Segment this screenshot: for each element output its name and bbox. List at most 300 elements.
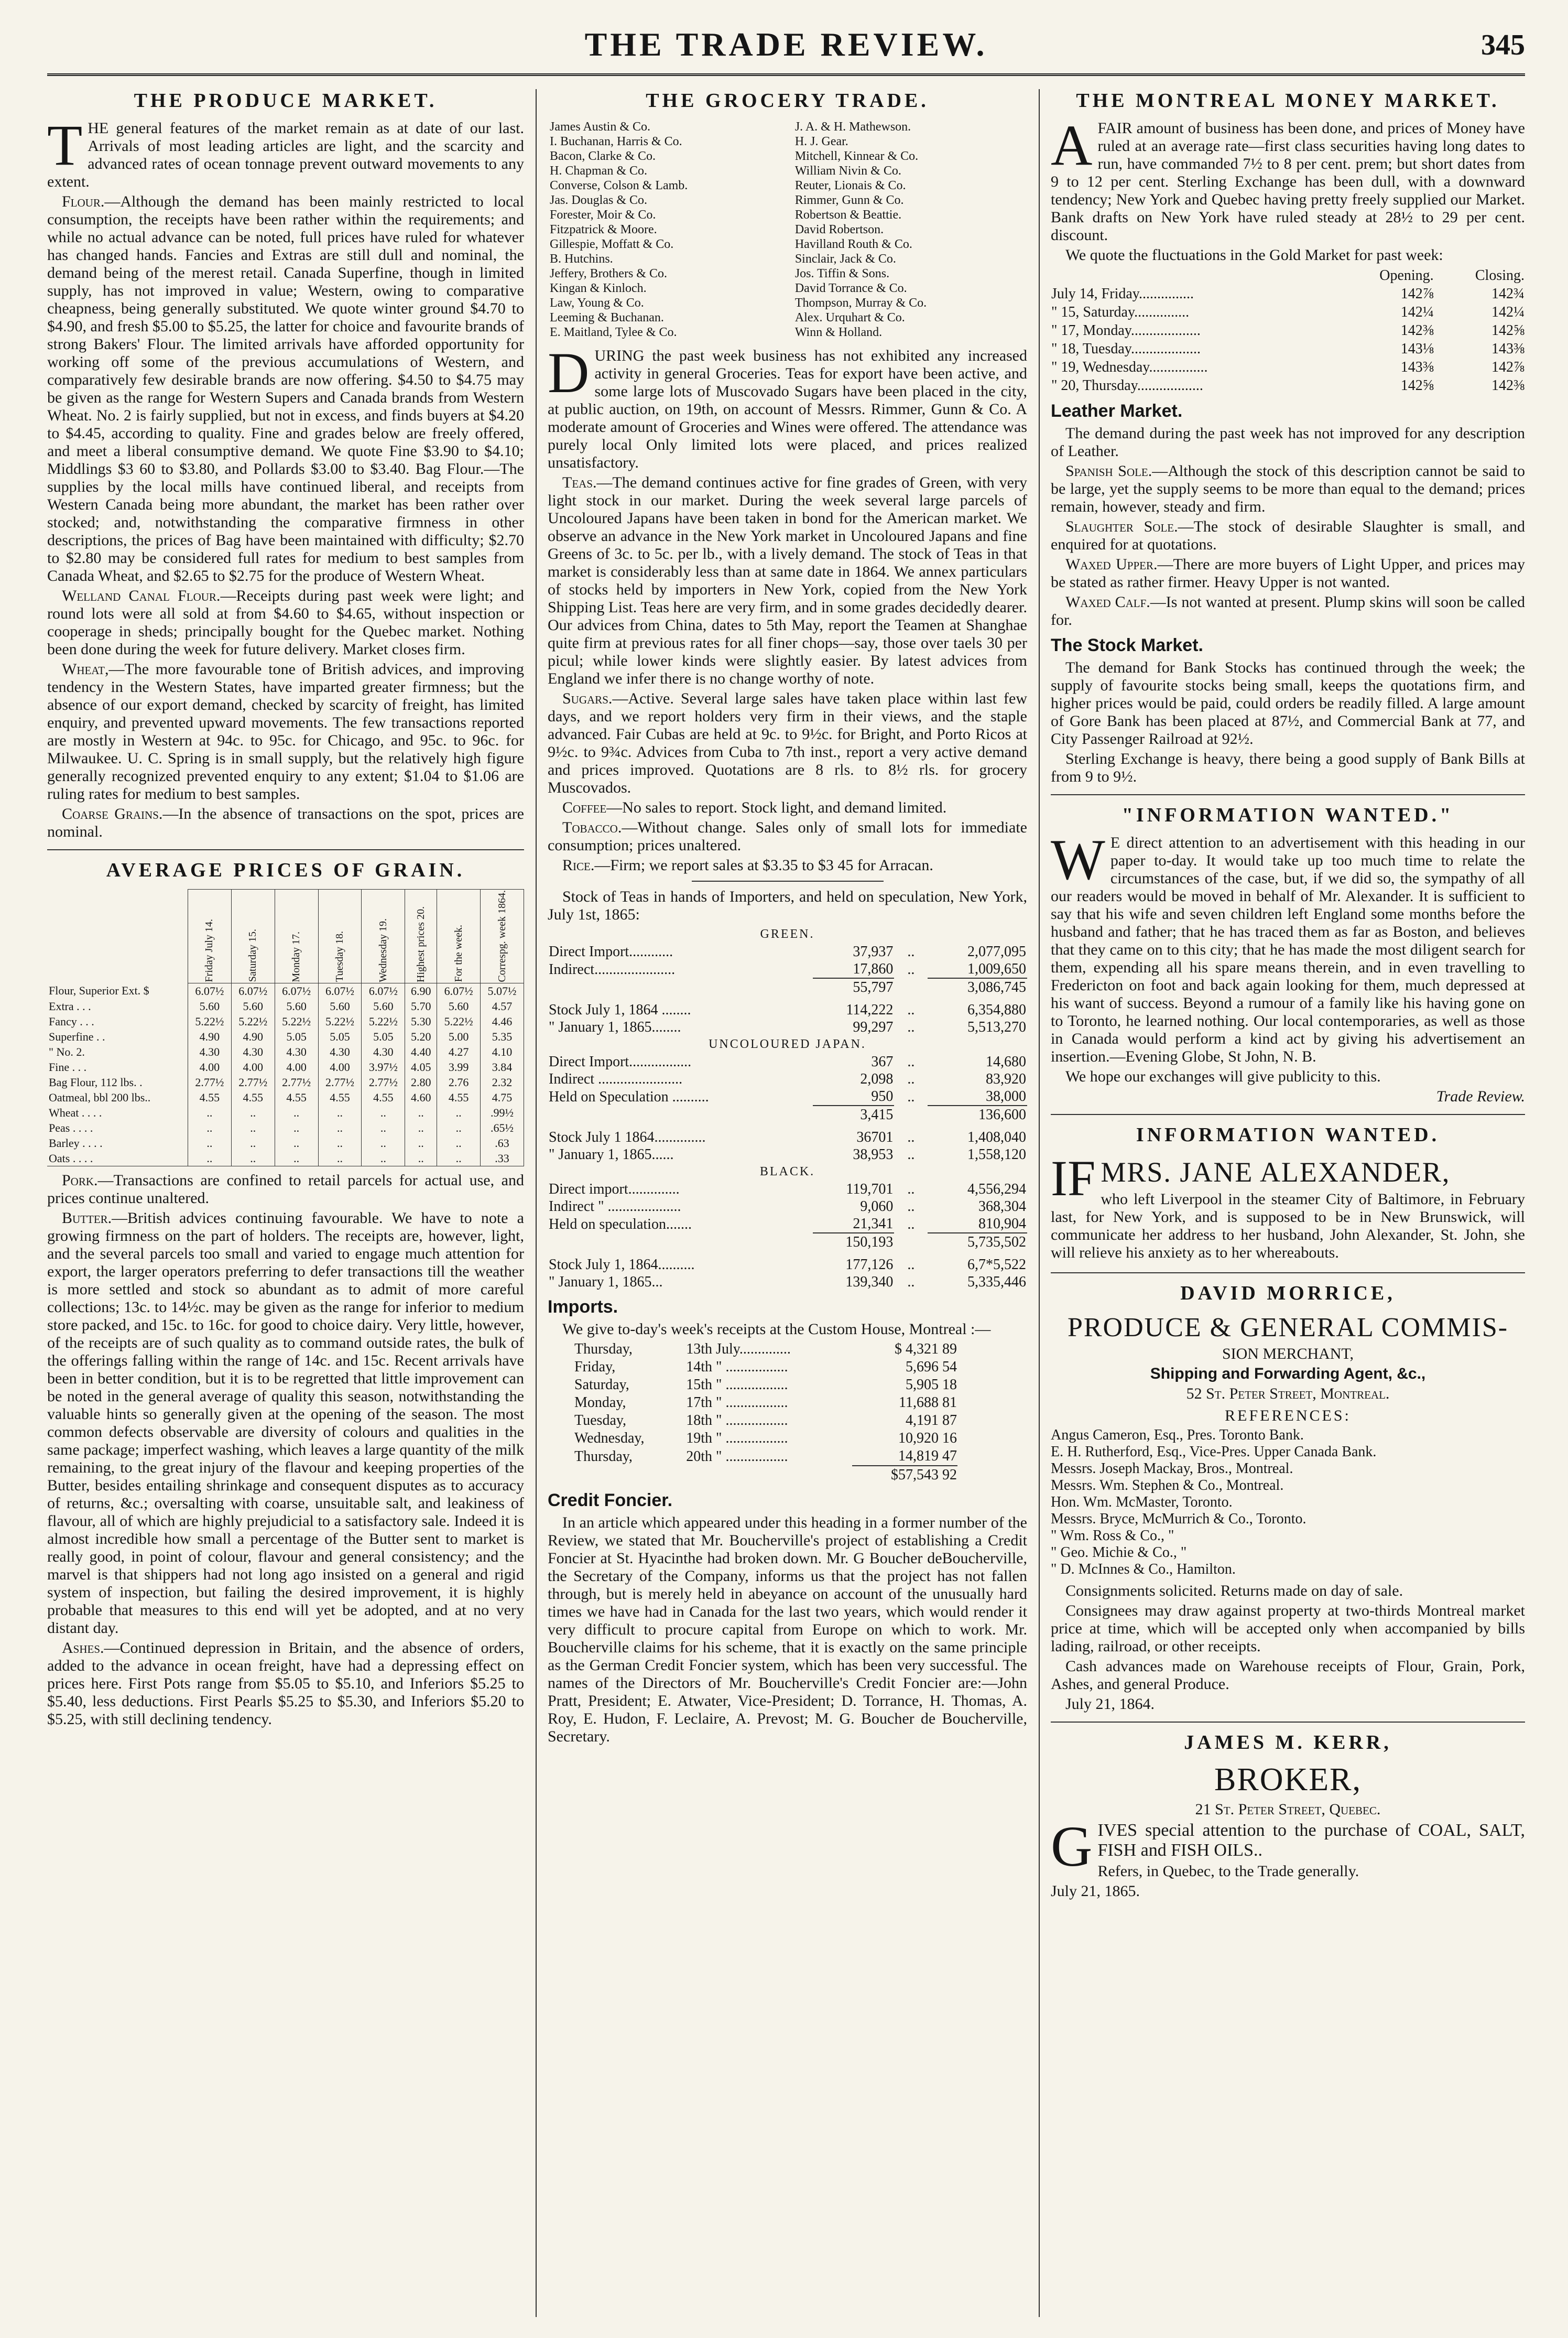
import-date: 14th " ................. bbox=[686, 1359, 788, 1375]
tea-pounds: 6,354,880 bbox=[967, 1002, 1026, 1018]
gold-intro: We quote the fluctuations in the Gold Market for past week: bbox=[1065, 246, 1443, 264]
teas-paragraph: Teas.—The demand continues active for fine grades of Green, with very light stock in our market. During the week several large parcels of Uncoloured Japans have been taken in bond for the American market. We observe an advance in the New York market in Uncoloured Japans and fine Greens of 3c. to 5c. per lb., with a lively demand. The stock of Teas in that market is considerably less than at same date in 1864. We annex particulars of stocks held by importers in New York, copied from the New York Shipping List. Teas here are very firm, and in some grades decidedly dearer. Our advices from China, dates to 5th May, report the Teamen at Shanghae quite firm at previous rates for all finer chops—say, those over taels 30 per picul; while lower kinds were slightly easier. By latest advices from England we infer there is no change worthy of note. bbox=[548, 474, 1027, 687]
grocer-name: Sinclair, Jack & Co. bbox=[794, 252, 896, 266]
morrice-note: Cash advances made on Warehouse receipts of Flour, Grain, Pork, Ashes, and general Produce. bbox=[1051, 1658, 1525, 1693]
grain-row-label: Superfine . . bbox=[47, 1029, 188, 1044]
list-item bbox=[548, 252, 1027, 266]
grain-cell: 3.99 bbox=[437, 1059, 481, 1075]
grain-cell: 2.77½ bbox=[188, 1075, 231, 1090]
list-item bbox=[548, 164, 1027, 178]
grain-cell: 4.10 bbox=[481, 1044, 524, 1059]
grocer-name: Kingan & Kinloch. bbox=[550, 282, 647, 295]
money-market-title: THE MONTREAL MONEY MARKET. bbox=[1076, 90, 1500, 112]
tea-label: Stock July 1, 1864.......... bbox=[549, 1257, 695, 1273]
tea-chests: 139,340 bbox=[845, 1274, 894, 1290]
import-day: Monday, bbox=[574, 1394, 626, 1411]
gold-closing-head: Closing. bbox=[1475, 267, 1525, 284]
butter-paragraph: Butter.—British advices continuing favourable. We have to note a growing firmness on the part of holders. The receipts are, however, light, and the several parcels too small and varied to engage much attention for export, the larger operators preferring to defer transactions till the weather is more settled and stock so abundant as to admit of more careful collections; 13c. to 14½c. may be given as the range for inferior to medium store packed, and 15c. to 16c. for good to choice dairy. Very little, however, of the receipts are of such quality as to command outside rates, the bulk of the offerings falling within the range of 14c. and 15c. Recent arrivals have been in better condition, but it is to be regretted that little improvement can be noted in the general average of quality this season, notwithstanding the valuable hints so generally given at the opening of the season. The most common defects observable are diversity of colours and qualities in the same package; imperfect washing, which leaves a large quantity of the milk remaining, to the great injury of the flavour and keeping properties of the Butter, besides entailing shrinkage and consequent disputes as to accuracy of returns, &c.; oversalting with coarse, unsuitable salt, and leakiness of flavour, all of which are highly prejudicial to a satisfactory sale. Indeed it is almost incredible how small a percentage of the Butter sent to market is really good, in point of colour, flavour and general consistency; and the marvel is that shippers had not long ago insisted on a general and rigid system of inspection, but failing the desired improvement, it is highly probable that measures to this end will yet be adopted, and at no very distant day. bbox=[47, 1209, 524, 1637]
grain-cell: 4.30 bbox=[362, 1044, 405, 1059]
tea-label: " January 1, 1865... bbox=[549, 1274, 663, 1290]
tea-pounds: 6,7*5,522 bbox=[967, 1257, 1026, 1273]
list-item bbox=[548, 208, 1027, 222]
grain-cell: 4.90 bbox=[231, 1029, 275, 1044]
grain-cell: 6.90 bbox=[405, 983, 437, 999]
grocer-name: E. Maitland, Tylee & Co. bbox=[550, 326, 677, 339]
gold-opening: 142¼ bbox=[1400, 304, 1434, 320]
morrice-date: July 21, 1864. bbox=[1065, 1695, 1155, 1713]
tea-pounds: 1,408,040 bbox=[967, 1129, 1026, 1145]
grain-cell: 3.97½ bbox=[362, 1059, 405, 1075]
table-row: " January 1, 1865........ 99,297 .. 5,513,270 bbox=[549, 1019, 1026, 1035]
morrice-headline-2: SION MERCHANT, bbox=[1222, 1345, 1354, 1362]
tea-pounds: 5,335,446 bbox=[967, 1274, 1026, 1290]
grain-row-label: Fine . . . bbox=[47, 1059, 188, 1075]
grocer-name: Robertson & Beattie. bbox=[794, 208, 902, 222]
tea-chests: 367 bbox=[871, 1054, 894, 1070]
credit-foncier-text: In an article which appeared under this heading in a former number of the Review, we stated that Mr. Boucherville's project of establishing a Credit Foncier at St. Hyacinthe had broken down. Mr. G Boucher deBoucherville, the Secretary of the Company, informs us that the project has not fallen through, but is merely held in abeyance on account of the unusually hard times we have had in Canada for the last two years, which would render it very difficult to procure capital from Europe on which to work. Mr. Boucherville claims for his scheme, that it is exactly on the same principle as the German Credit Foncier system, which has been very successful. The names of the Directors of Mr. Boucherville's Credit Foncier are:—John Pratt, President; E. Atwater, Vice-President; D. Torrance, H. Thomas, A. Roy, E. Hudon, F. Leclaire, A. Prevost; M. G. Boucher de Boucherville, Secretary. bbox=[548, 1514, 1027, 1745]
pork-paragraph: Pork.—Transactions are confined to retail parcels for actual use, and prices continue unaltered. bbox=[47, 1171, 524, 1207]
grain-cell: 4.40 bbox=[405, 1044, 437, 1059]
grocer-name: Thompson, Murray & Co. bbox=[794, 296, 927, 310]
grain-cell: 4.00 bbox=[231, 1059, 275, 1075]
tea-total-pounds: 3,086,745 bbox=[928, 978, 1027, 996]
table-row bbox=[1051, 285, 1525, 303]
grain-row-label: " No. 2. bbox=[47, 1044, 188, 1059]
grain-cell: 4.30 bbox=[188, 1044, 231, 1059]
morrice-note: Consignments solicited. Returns made on day of sale. bbox=[1065, 1582, 1403, 1599]
grain-cell: .. bbox=[437, 1151, 481, 1166]
tea-label: Held on Speculation .......... bbox=[549, 1088, 709, 1105]
tea-label: Indirect " .................... bbox=[549, 1198, 681, 1215]
grain-cell: .. bbox=[437, 1120, 481, 1135]
list-item bbox=[548, 237, 1027, 252]
list-item bbox=[548, 325, 1027, 340]
grain-cell: 5.60 bbox=[231, 999, 275, 1014]
table-row bbox=[47, 1151, 524, 1166]
gold-closing: 142⅞ bbox=[1491, 359, 1525, 375]
grain-cell: .. bbox=[405, 1151, 437, 1166]
stock-market-text-2: Sterling Exchange is heavy, there being a good supply of Bank Bills at from 9 to 9½. bbox=[1051, 750, 1525, 785]
tea-stock-intro: Stock of Teas in hands of Importers, and held on speculation, New York, July 1st, 1865: bbox=[548, 888, 1027, 923]
table-row: Direct Import............ 37,937 .. 2,077,095 bbox=[549, 944, 1026, 960]
grocer-name: Rimmer, Gunn & Co. bbox=[794, 193, 904, 207]
import-date: 19th " ................. bbox=[686, 1430, 788, 1446]
tea-chests: 2,098 bbox=[860, 1071, 894, 1087]
tea-chests: 38,953 bbox=[853, 1146, 894, 1163]
reference-item: Messrs. Bryce, McMurrich & Co., Toronto. bbox=[1051, 1511, 1306, 1527]
tea-chests: 21,341 bbox=[853, 1216, 894, 1232]
grain-cell: 5.05 bbox=[318, 1029, 362, 1044]
grocer-name: J. A. & H. Mathewson. bbox=[794, 120, 911, 134]
coarse-grains-paragraph: Coarse Grains.—In the absence of transactions on the spot, prices are nominal. bbox=[47, 805, 524, 840]
info-ad-headline: MRS. JANE ALEXANDER, bbox=[1101, 1156, 1451, 1188]
grain-cell: 5.22½ bbox=[437, 1014, 481, 1029]
grain-row-label: Barley . . . . bbox=[47, 1135, 188, 1151]
grain-cell: 5.60 bbox=[362, 999, 405, 1014]
grocer-name: Havilland Routh & Co. bbox=[794, 237, 912, 251]
grain-cell: 5.60 bbox=[275, 999, 318, 1014]
table-row bbox=[47, 1059, 524, 1075]
tea-total-chests: 3,415 bbox=[813, 1106, 894, 1123]
import-day: Thursday, bbox=[574, 1341, 633, 1357]
grain-cell: .. bbox=[437, 1105, 481, 1120]
grain-cell: 4.55 bbox=[362, 1090, 405, 1105]
grain-cell: .. bbox=[405, 1135, 437, 1151]
list-item bbox=[548, 178, 1027, 193]
grain-cell: 5.07½ bbox=[481, 983, 524, 999]
kerr-name: JAMES M. KERR, bbox=[1184, 1731, 1392, 1754]
grain-cell: 4.55 bbox=[231, 1090, 275, 1105]
grain-cell: .. bbox=[318, 1151, 362, 1166]
grain-cell: 2.77½ bbox=[318, 1075, 362, 1090]
tea-label: Direct Import............ bbox=[549, 944, 673, 960]
page-title: THE TRADE REVIEW. bbox=[584, 26, 988, 63]
grain-cell: 4.55 bbox=[275, 1090, 318, 1105]
grain-column-header: Friday July 14. bbox=[188, 890, 231, 983]
import-date: 17th " ................. bbox=[686, 1394, 788, 1411]
tea-pounds: 38,000 bbox=[986, 1088, 1026, 1105]
imports-title: Imports. bbox=[548, 1297, 618, 1317]
tea-total-chests: 150,193 bbox=[813, 1233, 894, 1251]
grain-column-header: Highest prices 20. bbox=[405, 890, 437, 983]
wheat-paragraph: Wheat,—The more favourable tone of British advices, and improving tendency in the Western States, have imparted greater firmness; but the absence of our export demand, checked by scarcity of freight, has limited enquiry, and prevented upward movements. The few transactions reported are mostly in Western at 94c. to 95c. for Chicago, and 95c. to 96c. for Milwaukee. U. C. Spring is in small supply, but the relatively high figure generally recognized prevented enquiry to any extent; $1.04 to $1.06 are ruling rates for medium to best samples. bbox=[47, 661, 524, 803]
grain-cell: 2.77½ bbox=[275, 1075, 318, 1090]
kerr-text: GIVES special attention to the purchase of COAL, SALT, FISH and FISH OILS.. bbox=[1051, 1814, 1525, 1878]
grain-cell: 6.07½ bbox=[362, 983, 405, 999]
import-day: Friday, bbox=[574, 1359, 616, 1375]
grocer-name: Bacon, Clarke & Co. bbox=[550, 149, 656, 163]
reference-item: Angus Cameron, Esq., Pres. Toronto Bank. bbox=[1051, 1427, 1304, 1443]
tea-chests: 17,860 bbox=[853, 961, 894, 977]
grain-column-header: Monday 17. bbox=[275, 890, 318, 983]
grain-cell: 6.07½ bbox=[437, 983, 481, 999]
reference-item: Messrs. Wm. Stephen & Co., Montreal. bbox=[1051, 1477, 1284, 1493]
morrice-references-head: REFERENCES: bbox=[1225, 1407, 1351, 1424]
table-row bbox=[47, 1029, 524, 1044]
table-row: " January 1, 1865...... 38,953 .. 1,558,120 bbox=[549, 1146, 1026, 1163]
grain-cell: .. bbox=[318, 1120, 362, 1135]
grocer-name: H. J. Gear. bbox=[794, 135, 848, 148]
column-rule bbox=[536, 89, 537, 2317]
grain-cell: 4.90 bbox=[188, 1029, 231, 1044]
grain-cell: 5.60 bbox=[318, 999, 362, 1014]
grain-cell: 4.27 bbox=[437, 1044, 481, 1059]
grain-cell: 5.22½ bbox=[318, 1014, 362, 1029]
rice-paragraph: Rice.—Firm; we report sales at $3.35 to $3 45 for Arracan. bbox=[562, 857, 933, 874]
tea-total-pounds: 5,735,502 bbox=[928, 1233, 1027, 1251]
grain-cell: .99½ bbox=[481, 1105, 524, 1120]
import-amount: 4,191 87 bbox=[906, 1412, 957, 1428]
gold-opening: 143⅜ bbox=[1400, 359, 1434, 375]
grain-cell: .. bbox=[318, 1135, 362, 1151]
ashes-paragraph: Ashes.—Continued depression in Britain, and the absence of orders, added to the advance in ocean freight, have had a depressing effect on prices here. First Pots range from $5.05 to $5.10, and Inferiors $5.25 to $5.40, less deductions. First Pearls $5.25 to $5.30, and Inferiors $5.20 to $5.25, with still declining tendency. bbox=[47, 1639, 524, 1728]
import-date: 18th " ................. bbox=[686, 1412, 788, 1428]
grain-row-label: Bag Flour, 112 lbs. . bbox=[47, 1075, 188, 1090]
masthead bbox=[47, 16, 1525, 76]
table-row bbox=[1051, 376, 1525, 395]
gold-closing: 142¼ bbox=[1491, 304, 1525, 320]
tea-stocks-table bbox=[548, 926, 1027, 1291]
grain-cell: 6.07½ bbox=[318, 983, 362, 999]
imports-intro: We give to-day's week's receipts at the Custom House, Montreal :— bbox=[562, 1320, 991, 1338]
gold-opening: 142⅝ bbox=[1400, 377, 1434, 394]
info-wanted-title: "INFORMATION WANTED." bbox=[1121, 804, 1454, 826]
import-amount: 5,905 18 bbox=[906, 1377, 957, 1393]
kerr-address: 21 St. Peter Street, Quebec. bbox=[1195, 1801, 1381, 1818]
grain-cell: .. bbox=[318, 1105, 362, 1120]
gold-date: " 18, Tuesday................... bbox=[1051, 341, 1201, 357]
table-row bbox=[574, 1376, 957, 1394]
list-item bbox=[548, 120, 1027, 134]
tea-label: Held on speculation....... bbox=[549, 1216, 692, 1232]
grain-cell: .. bbox=[188, 1120, 231, 1135]
grain-cell: .. bbox=[188, 1135, 231, 1151]
grain-cell: .. bbox=[362, 1151, 405, 1166]
grain-cell: 5.60 bbox=[188, 999, 231, 1014]
grain-cell: 4.00 bbox=[275, 1059, 318, 1075]
grain-cell: 2.77½ bbox=[231, 1075, 275, 1090]
grain-cell: .. bbox=[362, 1135, 405, 1151]
table-row: Direct import.............. 119,701 .. 4,556,294 bbox=[549, 1181, 1026, 1197]
list-item bbox=[548, 296, 1027, 310]
grain-column-header: Saturday 15. bbox=[231, 890, 275, 983]
table-row bbox=[574, 1340, 957, 1358]
grocer-name: I. Buchanan, Harris & Co. bbox=[550, 135, 682, 148]
grain-cell: 5.00 bbox=[437, 1029, 481, 1044]
grocer-name: B. Hutchins. bbox=[550, 252, 613, 266]
grocer-name: James Austin & Co. bbox=[550, 120, 651, 134]
tea-section-head bbox=[548, 1036, 1027, 1053]
tea-total-chests: 55,797 bbox=[813, 978, 894, 996]
grocer-name: David Robertson. bbox=[794, 223, 884, 236]
tea-total-row bbox=[548, 1106, 1027, 1123]
table-row bbox=[47, 1014, 524, 1029]
gold-closing: 142⅜ bbox=[1491, 377, 1525, 394]
grain-cell: 4.30 bbox=[231, 1044, 275, 1059]
grocer-name: Gillespie, Moffatt & Co. bbox=[550, 237, 674, 251]
grocers-list bbox=[548, 120, 1027, 340]
gold-date: " 17, Monday................... bbox=[1051, 322, 1201, 339]
grain-cell: 5.22½ bbox=[188, 1014, 231, 1029]
grain-cell: 2.76 bbox=[437, 1075, 481, 1090]
table-row bbox=[1051, 358, 1525, 376]
grain-row-label: Peas . . . . bbox=[47, 1120, 188, 1135]
table-row: Stock July 1, 1864.......... 177,126 .. 6,7*5,522 bbox=[549, 1257, 1026, 1273]
tea-chests: 950 bbox=[871, 1088, 894, 1105]
column-2 bbox=[548, 89, 1027, 2317]
table-row: Indirect...................... 17,860 .. 1,009,650 bbox=[549, 961, 1026, 978]
import-day: Saturday, bbox=[574, 1377, 629, 1393]
tea-label: Stock July 1 1864.............. bbox=[549, 1129, 706, 1145]
gold-closing: 142⅝ bbox=[1491, 322, 1525, 339]
list-item bbox=[548, 281, 1027, 296]
grain-cell: .. bbox=[231, 1105, 275, 1120]
tea-chests: 9,060 bbox=[860, 1198, 894, 1215]
grain-cell: .. bbox=[231, 1120, 275, 1135]
grain-cell: 4.55 bbox=[437, 1090, 481, 1105]
tea-pounds: 2,077,095 bbox=[967, 944, 1026, 960]
grain-cell: 3.84 bbox=[481, 1059, 524, 1075]
table-row: Held on Speculation .......... 950 .. 38,000 bbox=[549, 1088, 1026, 1105]
list-item bbox=[548, 193, 1027, 208]
table-row bbox=[574, 1412, 957, 1430]
grain-cell: 4.30 bbox=[275, 1044, 318, 1059]
slaughter-sole-paragraph: Slaughter Sole.—The stock of desirable Slaughter is small, and enquired for at quotations. bbox=[1051, 518, 1525, 553]
kerr-headline: BROKER, bbox=[1214, 1762, 1362, 1798]
info-wanted-ad: IF MRS. JANE ALEXANDER, who left Liverpool in the steamer City of Baltimore, in February last, for New York, and is supposed to be in New Brunswick, will communicate her address to her husband, John Alexander, St. John, she will relieve his anxiety as to her whereabouts. bbox=[1051, 1154, 1525, 1261]
import-total: $57,543 92 bbox=[852, 1466, 957, 1484]
table-row bbox=[1051, 340, 1525, 358]
column-3 bbox=[1051, 89, 1525, 2317]
newspaper-page bbox=[47, 16, 1525, 2322]
tea-pounds: 810,904 bbox=[978, 1216, 1026, 1232]
column-1 bbox=[47, 89, 524, 2317]
grain-cell: 4.75 bbox=[481, 1090, 524, 1105]
sugars-paragraph: Sugars.—Active. Several large sales have taken place within last few days, and we report holders very firm in their views, and the staple advanced. Fair Cubas are held at 9c. to 9½c. for Bright, and Porto Ricos at 9½c. to 9¾c. Advices from Cuba to 7th inst., report a very active demand and prices improved. Quotations are 8 rls. to 8½ rls. for grocery Muscovados. bbox=[548, 690, 1027, 796]
tea-label: " January 1, 1865...... bbox=[549, 1146, 674, 1163]
kerr-text-2: Refers, in Quebec, to the Trade generally. bbox=[1097, 1863, 1359, 1880]
tea-label: Direct Import................. bbox=[549, 1054, 692, 1070]
grocer-name: Leeming & Buchanan. bbox=[550, 311, 664, 324]
tea-pounds: 14,680 bbox=[986, 1054, 1026, 1070]
tea-pounds: 83,920 bbox=[986, 1071, 1026, 1087]
grain-cell: 5.22½ bbox=[362, 1014, 405, 1029]
table-row bbox=[47, 1105, 524, 1120]
credit-foncier-title: Credit Foncier. bbox=[548, 1490, 673, 1510]
grocer-name: Winn & Holland. bbox=[794, 326, 883, 339]
grain-cell: .. bbox=[405, 1120, 437, 1135]
gold-opening: 142⅞ bbox=[1400, 286, 1434, 302]
page-number: 345 bbox=[1481, 29, 1525, 61]
morrice-notes bbox=[1051, 1582, 1525, 1693]
table-row bbox=[47, 1090, 524, 1105]
money-market-text: AFAIR amount of business has been done, and prices of Money have ruled at an average rate—first class securities having long dates to run, have commanded 7½ to 8 per cent. prem; but short dates from 9 to 12 per cent. Sterling Exchange has been dull, with a downward tendency; New York and Quebec having pretty freely supplied our Market. Bank drafts on New York have ruled steady at 28½ to 29 per cent. discount. bbox=[1051, 113, 1525, 244]
grain-cell: .. bbox=[362, 1120, 405, 1135]
grain-column-header: For the week. bbox=[437, 890, 481, 983]
list-item bbox=[548, 149, 1027, 164]
grain-cell: .. bbox=[188, 1105, 231, 1120]
reference-item: " Wm. Ross & Co., " bbox=[1051, 1528, 1174, 1544]
table-row bbox=[574, 1394, 957, 1412]
grain-row-label: Extra . . . bbox=[47, 999, 188, 1014]
morrice-name: DAVID MORRICE, bbox=[1180, 1282, 1396, 1304]
grain-cell: 4.00 bbox=[318, 1059, 362, 1075]
grocer-name: Law, Young & Co. bbox=[550, 296, 644, 310]
morrice-address: 52 St. Peter Street, Montreal. bbox=[1186, 1385, 1390, 1402]
grain-cell: .. bbox=[275, 1135, 318, 1151]
waxed-calf-paragraph: Waxed Calf.—Is not wanted at present. Plump skins will soon be called for. bbox=[1051, 593, 1525, 629]
table-row bbox=[574, 1430, 957, 1447]
grain-cell: 4.55 bbox=[318, 1090, 362, 1105]
grain-prices-table bbox=[47, 889, 524, 1166]
table-row bbox=[47, 1075, 524, 1090]
tea-label: Indirect...................... bbox=[549, 961, 676, 978]
grocer-name: Jas. Douglas & Co. bbox=[550, 193, 647, 207]
tea-chests: 119,701 bbox=[846, 1181, 894, 1197]
grocery-intro: DURING the past week business has not exhibited any increased activity in general Groceries. Teas for export have been active, and some large lots of Muscovado Sugars have been placed in the city, at public auction, on 19th, on account of Messrs. Rimmer, Gunn & Co. A moderate amount of Groceries and Wines were offered. The attendance was purely local Only limited lots were placed, and prices realized unsatisfactory. bbox=[548, 341, 1027, 471]
import-amount: 14,819 47 bbox=[898, 1448, 957, 1464]
grocer-name: William Nivin & Co. bbox=[794, 164, 901, 178]
tea-total-pounds: 136,600 bbox=[928, 1106, 1027, 1123]
stock-market-text: The demand for Bank Stocks has continued through the week; the supply of favourite stocks being small, keeps the quotations firm, and higher prices would be paid, could orders be readily filled. A large amount of Gore Bank has been placed at 87½, and Commercial Bank at 77, and City Passenger Railroad at 92½. bbox=[1051, 659, 1525, 748]
table-row bbox=[47, 983, 524, 999]
grain-cell: 4.57 bbox=[481, 999, 524, 1014]
gold-date: " 15, Saturday............... bbox=[1051, 304, 1190, 320]
grain-column-header: Correspg. week 1864. bbox=[481, 890, 524, 983]
table-row bbox=[47, 999, 524, 1014]
info-wanted-signature: Trade Review. bbox=[1436, 1088, 1525, 1105]
table-row: Indirect ....................... 2,098 .. 83,920 bbox=[549, 1071, 1026, 1087]
grain-cell: .. bbox=[188, 1151, 231, 1166]
grain-cell: .. bbox=[275, 1151, 318, 1166]
morrice-sub: Shipping and Forwarding Agent, &c., bbox=[1150, 1365, 1426, 1382]
tea-chests: 36701 bbox=[856, 1129, 894, 1145]
reference-item: Messrs. Joseph Mackay, Bros., Montreal. bbox=[1051, 1460, 1293, 1477]
grain-cell: .. bbox=[275, 1120, 318, 1135]
table-row bbox=[47, 1135, 524, 1151]
grocer-name: Jos. Tiffin & Sons. bbox=[794, 267, 890, 280]
info-wanted-text: W E direct attention to an advertisement with this heading in our paper to-day. It would take up too much time to relate the circumstances of the case, but, if we did so, the sympathy of all our readers would be moved in behalf of Mr. Alexander. It is sufficient to say that his wife and seven children left England some months before the husband and father; that he has traced them as far as Boston, and believes that they came on to this city; that he has made the most diligent search for them, expending all his spare means therein, and in even travelling to Fredericton on foot and back again looking for them, much depressed at his want of success. Beyond a rumour of a family like his having gone on to Toronto, he learned nothing. Our local contemporaries, as well as those in Canada would perform a kind act by giving his advertisement an insertion.—Evening Globe, St John, N. B. bbox=[1051, 828, 1525, 1065]
stock-market-title: The Stock Market. bbox=[1051, 635, 1203, 655]
table-row: Direct Import................. 367 .. 14,680 bbox=[549, 1054, 1026, 1070]
tea-chests: 99,297 bbox=[853, 1019, 894, 1035]
import-total-row bbox=[574, 1466, 957, 1484]
grain-cell: .. bbox=[275, 1105, 318, 1120]
grain-column-header: Tuesday 18. bbox=[318, 890, 362, 983]
gold-opening-head: Opening. bbox=[1379, 267, 1434, 284]
reference-item: E. H. Rutherford, Esq., Vice-Pres. Upper Canada Bank. bbox=[1051, 1444, 1377, 1460]
reference-item: " D. McInnes & Co., Hamilton. bbox=[1051, 1561, 1236, 1577]
grain-cell: 5.70 bbox=[405, 999, 437, 1014]
gold-date: " 19, Wednesday................ bbox=[1051, 359, 1208, 375]
tea-pounds: 4,556,294 bbox=[967, 1181, 1026, 1197]
info-ad-text: who left Liverpool in the steamer City of Baltimore, in February last, for New York, and is supposed to be in New Brunswick, will communicate her address to her husband, John Alexander, St. John, she will relieve his anxiety as to her whereabouts. bbox=[1051, 1190, 1525, 1261]
tea-pounds: 5,513,270 bbox=[967, 1019, 1026, 1035]
table-row: Held on speculation....... 21,341 .. 810,904 bbox=[549, 1216, 1026, 1232]
import-day: Wednesday, bbox=[574, 1430, 645, 1446]
grain-cell: 5.22½ bbox=[275, 1014, 318, 1029]
produce-intro: THE general features of the market remain as at date of our last. Arrivals of most leading articles are light, and the scarcity and advanced rates of ocean tonnage prevent outward movements to any extent. bbox=[47, 113, 524, 190]
leather-intro: The demand during the past week has not improved for any description of Leather. bbox=[1051, 425, 1525, 460]
grain-cell: .. bbox=[362, 1105, 405, 1120]
table-row: Stock July 1, 1864 ........ 114,222 .. 6,354,880 bbox=[549, 1002, 1026, 1018]
tea-label: Direct import.............. bbox=[549, 1181, 680, 1197]
import-amount: 5,696 54 bbox=[906, 1359, 957, 1375]
flour-paragraph: Flour.—Although the demand has been mainly restricted to local consumption, the receipts have been rather within the requirements; and while no actual advance can be noted, full prices have ruled for whatever has changed hands. Fancies and Extras are still dull and nominal, the demand being of the merest retail. Canada Superfine, though in limited supply, has not improved in value; Western, owing to comparative cheapness, being generally substituted. We quote winter ground $4.70 to $4.90, and fresh $5.00 to $5.25, the latter for choice and favourite brands of strong Bakers' Flour. The limited arrivals have afforded opportunity for working off some of the previous accumulations of Western, and comparatively few desirable brands are now offering. $4.50 to $4.75 may be given as the range for Western Supers and Canada brands from Western Wheat. No. 2 is fairly supplied, but not in excess, and finds buyers at $4.20 to $4.45, according to quality. Fine and grades below are freely offered, and meet a liberal consumptive demand. We quote Fine $3.90 to $4.10; Middlings $3 60 to $3.80, and Pollards $3.00 to $3.40. Bag Flour.—The supplies by the local mills have continued liberal, and receipts from Western Canada being more abundant, the market has been rather over stocked; and, notwithstanding the comparative firmness in other descriptions, the prices of Bag have been maintained with difficulty; $2.70 to $2.80 may be considered full rates for medium to best samples from Canada Wheat, and $2.65 to $2.75 for the produce of Western Wheat. bbox=[47, 193, 524, 584]
grain-cell: 2.80 bbox=[405, 1075, 437, 1090]
grain-cell: 5.22½ bbox=[231, 1014, 275, 1029]
tea-pounds: 1,009,650 bbox=[967, 961, 1026, 977]
table-row bbox=[574, 1358, 957, 1376]
canal-flour-paragraph: Welland Canal Flour.—Receipts during past week were light; and round lots were all sold at from $4.60 to $4.65, without inspection or cooperage in sheds; principally bought for the Quebec market. Nothing been done during the week for future delivery. Market closes firm. bbox=[47, 587, 524, 658]
imports-table bbox=[574, 1340, 957, 1484]
info-wanted-text-2: We hope our exchanges will give publicity to this. bbox=[1065, 1068, 1381, 1085]
grain-cell: 4.00 bbox=[188, 1059, 231, 1075]
table-row: Stock July 1 1864.............. 36701 .. 1,408,040 bbox=[549, 1129, 1026, 1145]
tea-total-row bbox=[548, 978, 1027, 996]
grocer-name: Forester, Moir & Co. bbox=[550, 208, 656, 222]
list-item bbox=[548, 310, 1027, 325]
import-day: Tuesday, bbox=[574, 1412, 627, 1428]
tea-section-title: UNCOLOURED JAPAN. bbox=[709, 1037, 866, 1051]
spanish-sole-paragraph: Spanish Sole.—Although the stock of this description cannot be said to be large, yet the supply seems to be more than equal to the demand; prices remain, however, steady and firm. bbox=[1051, 462, 1525, 515]
gold-table bbox=[1051, 266, 1525, 395]
gold-opening: 143⅛ bbox=[1400, 341, 1434, 357]
import-date: 13th July.............. bbox=[686, 1341, 791, 1357]
morrice-note: Consignees may draw against property at two-thirds Montreal market price at time, which will be accepted only when accompanied by bills lading, railroad, or other receipts. bbox=[1051, 1602, 1525, 1655]
grain-row-label: Oatmeal, bbl 200 lbs.. bbox=[47, 1090, 188, 1105]
table-row: Indirect " .................... 9,060 .. 368,304 bbox=[549, 1198, 1026, 1215]
